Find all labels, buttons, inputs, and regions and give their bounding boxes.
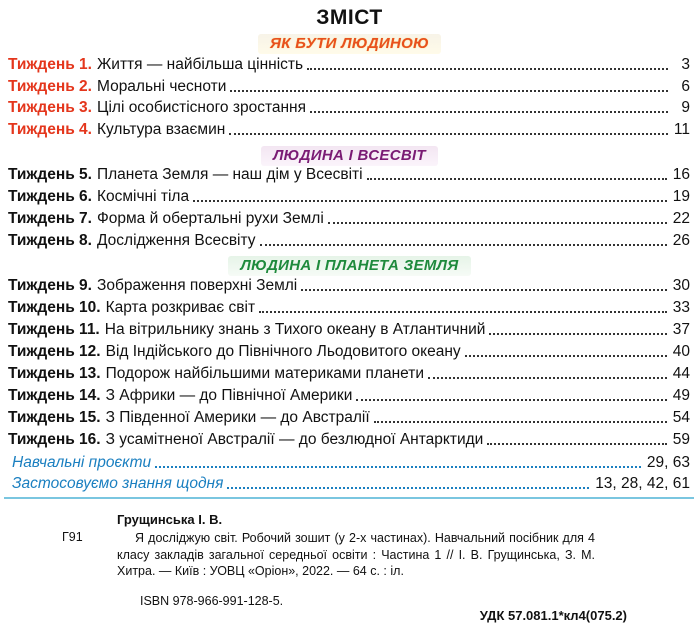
week-label: Тиждень 6.: [8, 188, 92, 205]
topic-title: Планета Земля — наш дім у Всесвіті: [96, 166, 363, 183]
dot-leader: [356, 399, 666, 401]
dot-leader: [307, 68, 668, 70]
toc-entry: [8, 408, 690, 428]
toc-entry: [8, 98, 690, 118]
page-number: 11: [673, 121, 690, 138]
page-number: 30: [672, 277, 690, 294]
page-title: ЗМІСТ: [316, 6, 383, 29]
dot-leader: [489, 333, 666, 335]
dot-leader: [155, 466, 641, 468]
week-label: Тиждень 13.: [8, 365, 101, 382]
dot-leader: [229, 133, 668, 135]
page-number: 33: [672, 299, 690, 316]
toc-extra-entry: [8, 474, 690, 494]
page-number: 16: [672, 166, 690, 183]
udk-code: УДК 57.081.1*кл4(075.2): [479, 608, 627, 623]
week-label: Тиждень 4.: [8, 121, 92, 138]
topic-title: З Африки — до Північної Америки: [105, 387, 353, 404]
page-number: 54: [672, 409, 690, 426]
week-label: Тиждень 16.: [8, 431, 101, 448]
topic-title: З усамітненої Австралії — до безлюдної Антарктиди: [105, 431, 484, 448]
dot-leader: [260, 244, 667, 246]
page-number: 40: [672, 343, 690, 360]
dot-leader: [230, 90, 668, 92]
week-label: Тиждень 3.: [8, 99, 92, 116]
topic-title: Космічні тіла: [96, 188, 190, 205]
dot-leader: [328, 222, 667, 224]
page-number: 19: [672, 188, 690, 205]
book-description: Я досліджую світ. Робочий зошит (у 2-х частинах). Навчальний посібник для 4 класу закладів загальної середньої освіти : Частина 1 // І. В. Грущинська, З. М. Хитра. — Київ : УОВЦ «Оріон», 2022. — 64 с. : іл.: [117, 531, 595, 578]
topic-title: Дослідження Всесвіту: [96, 232, 256, 249]
topic-title: Життя — найбільша цінність: [96, 56, 304, 73]
topic-title: Культура взаємин: [96, 121, 226, 138]
toc-entry: [8, 430, 690, 450]
topic-title: З Південної Америки — до Австралії: [105, 409, 370, 426]
dot-leader: [367, 178, 667, 180]
section-heading-3: ЛЮДИНА І ПЛАНЕТА ЗЕМЛЯ: [0, 256, 699, 276]
page-number: 44: [672, 365, 690, 382]
week-label: Тиждень 7.: [8, 210, 92, 227]
topic-title: Форма й обертальні рухи Землі: [96, 210, 324, 227]
dot-leader: [310, 111, 668, 113]
dot-leader: [193, 200, 667, 202]
topic-title: Зображення поверхні Землі: [96, 277, 298, 294]
page-number: 26: [672, 232, 690, 249]
dot-leader: [227, 487, 589, 489]
toc-extra-entry: [8, 453, 690, 473]
page-number: 22: [672, 210, 690, 227]
author-name: Грущинська І. В.: [117, 512, 223, 527]
page-number: 13, 28, 42, 61: [595, 475, 690, 492]
week-label: Тиждень 15.: [8, 409, 101, 426]
page-number: 37: [672, 321, 690, 338]
dot-leader: [374, 421, 667, 423]
bibliographic-record: [0, 506, 699, 627]
topic-title: На вітрильнику знань з Тихого океану в Атлантичний: [104, 321, 486, 338]
section-heading-1: ЯК БУТИ ЛЮДИНОЮ: [0, 34, 699, 54]
toc-entry: [8, 342, 690, 362]
week-label: Тиждень 10.: [8, 299, 101, 316]
page-number: 29, 63: [646, 454, 690, 471]
section-divider: [4, 497, 694, 499]
week-label: Тиждень 8.: [8, 232, 92, 249]
page-number: 49: [672, 387, 690, 404]
dot-leader: [465, 355, 667, 357]
topic-title: Карта розкриває світ: [105, 299, 256, 316]
week-label: Тиждень 9.: [8, 277, 92, 294]
dot-leader: [487, 443, 666, 445]
week-label: Тиждень 5.: [8, 166, 92, 183]
page-number: 3: [681, 56, 690, 73]
week-label: Тиждень 11.: [8, 321, 100, 338]
page-number: 59: [672, 431, 690, 448]
dot-leader: [259, 311, 667, 313]
topic-title: Моральні чесноти: [96, 78, 227, 95]
toc-entry: [8, 231, 690, 251]
toc-entry: [8, 120, 690, 140]
toc-entry: [8, 364, 690, 384]
week-label: Тиждень 12.: [8, 343, 101, 360]
topic-title: Подорож найбільшими материками планети: [105, 365, 425, 382]
page-number: 9: [681, 99, 690, 116]
section-heading-2: ЛЮДИНА І ВСЕСВІТ: [0, 146, 699, 166]
extra-title: Навчальні проєкти: [12, 454, 152, 471]
toc-entry: [8, 298, 690, 318]
extra-title: Застосовуємо знання щодня: [12, 475, 224, 492]
toc-entry: [8, 55, 690, 75]
toc-entry: [8, 276, 690, 296]
catalog-code: Г91: [62, 530, 83, 544]
toc-entry: [8, 77, 690, 97]
dot-leader: [301, 289, 667, 291]
week-label: Тиждень 1.: [8, 56, 92, 73]
toc-entry: [8, 165, 690, 185]
topic-title: Цілі особистісного зростання: [96, 99, 307, 116]
week-label: Тиждень 2.: [8, 78, 92, 95]
page-number: 6: [681, 78, 690, 95]
toc-entry: [8, 386, 690, 406]
topic-title: Від Індійського до Північного Льодовитого океану: [105, 343, 461, 360]
week-label: Тиждень 14.: [8, 387, 101, 404]
toc-entry: [8, 209, 690, 229]
toc-entry: [8, 187, 690, 207]
isbn-number: ISBN 978-966-991-128-5.: [140, 594, 284, 608]
dot-leader: [428, 377, 667, 379]
toc-entry: [8, 320, 690, 340]
